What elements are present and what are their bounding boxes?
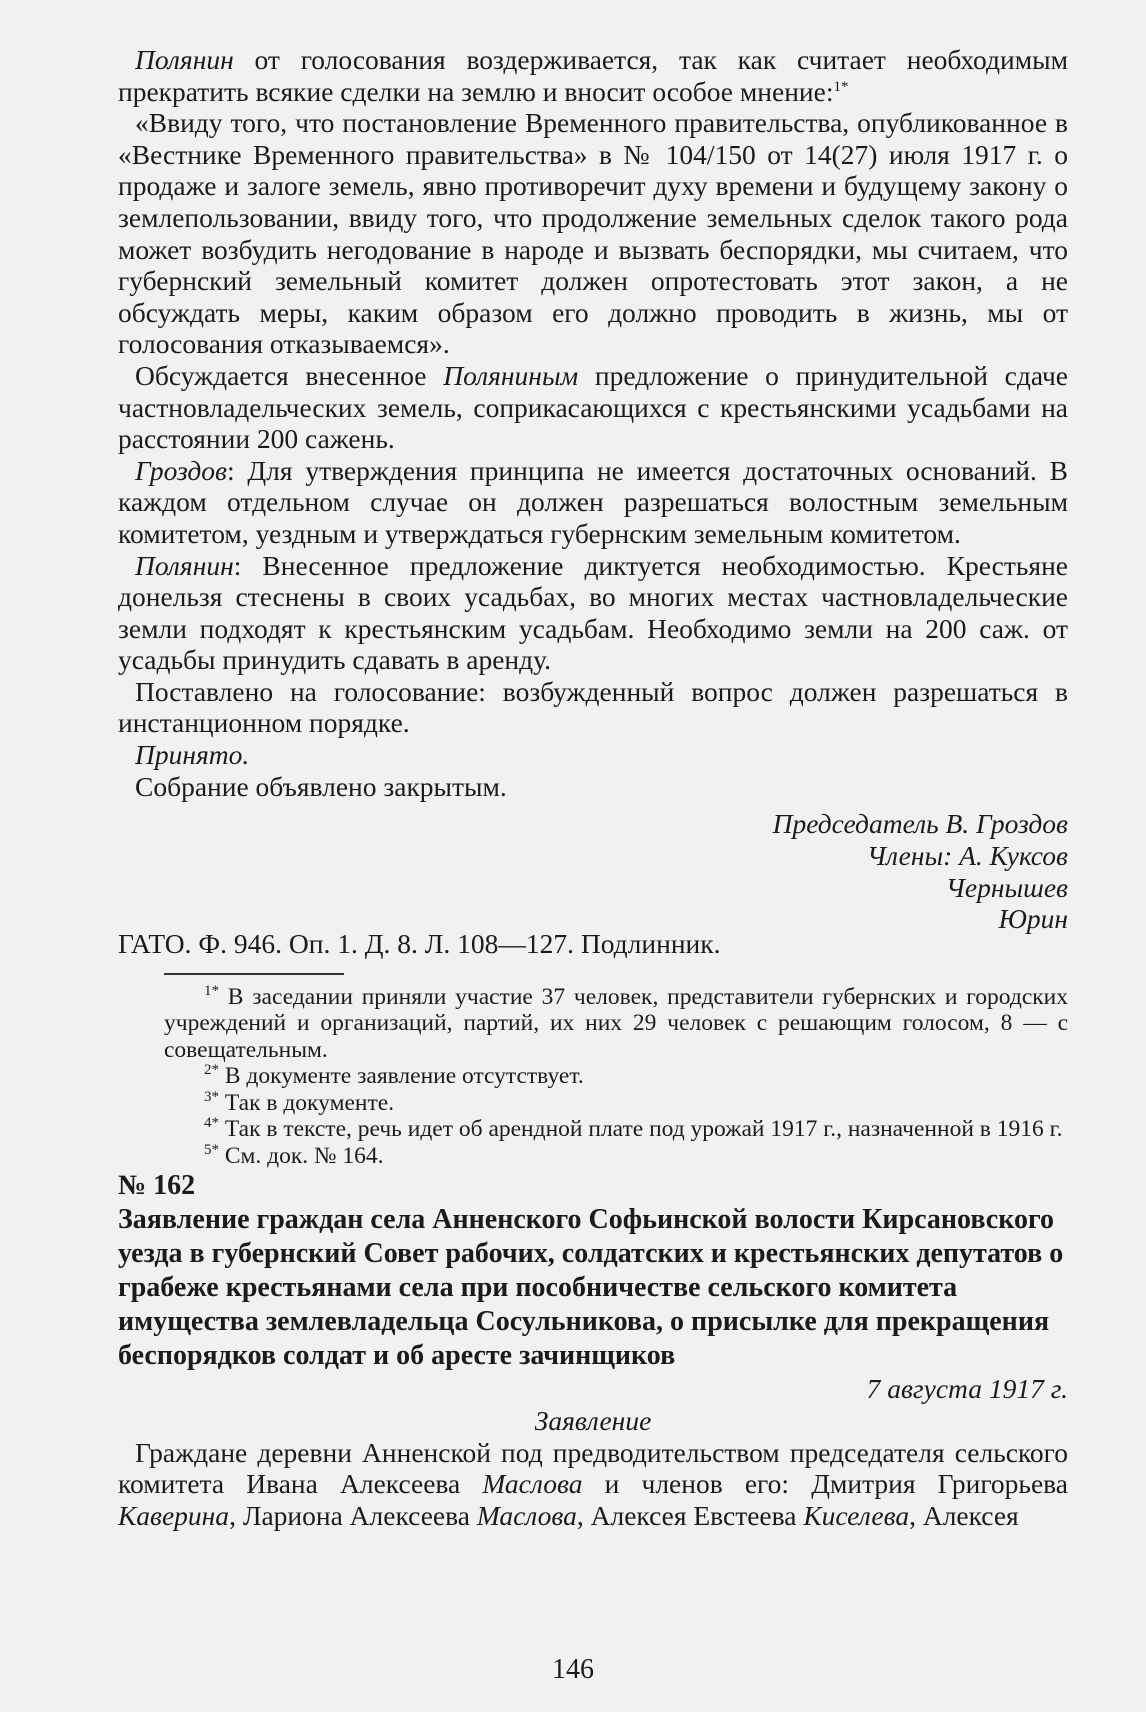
paragraph-polyanin: Полянин: Внесенное предложение диктуется необходимостью. Крестьяне донельзя стеснены в своих усадьбах, во многих местах частновладельческие земли подходят к крестьянским усадьбам. Необходимо земли на 200 саж. от усадьбы принудить сдавать в аренду. (118, 549, 1068, 676)
footnote-divider (164, 973, 344, 975)
main-text (118, 44, 1068, 1531)
speaker-name: Полянин (135, 44, 234, 75)
paragraph-special-opinion: «Ввиду того, что постановление Временного правительства, опубликованное в «Вестнике Временного правительства» в № 104/150 от 14(27) июля 1917 г. о продаже и залоге земель, явно противоречит духу времени и будущему закону о землепользовании, ввиду того, что продолжение земельных сделок такого рода может возбудить негодование в народе и вызвать беспорядки, мы считаем, что губернский земельный комитет должен опротестовать этот закон, а не обсуждать меры, каким образом его должно проводить в жизнь, мы от голосования отказываемся». (118, 107, 1068, 360)
paragraph-accepted: Принято. (135, 739, 250, 771)
footnote: $^{1*}$ В заседании приняли участие 37 человек, представители губернских и городских учреждений и организаций, партий, их них 29 человек с решающим голосом, 8 — с совещательным. (164, 983, 1068, 1063)
document-number: № 162 (118, 1170, 196, 1202)
paragraph-text: от голосования воздерживается, так как считает необходимым прекратить всякие сделки на землю и вносит особое мнение: (118, 44, 1068, 107)
paragraph-discussion: Обсуждается внесенное Поляниным предложение о принудительной сдаче частновладельческих земель, соприкасающихся с крестьянскими усадьбами на расстоянии 200 сажень. (118, 359, 1068, 455)
person-name: Маслова (482, 1468, 583, 1500)
footnote-mark: 1* (833, 78, 849, 95)
document-title: Заявление граждан села Анненского Софьинской волости Кирсановского уезда в губернский Совет рабочих, солдатских и крестьянских депутатов о грабеже крестьянами села при пособничестве сельского комитета имущества землевладельца Сосульникова, о присылке для прекращения беспорядков солдат и об аресте зачинщиков (118, 1204, 1064, 1372)
paragraph-closed: Собрание объявлено закрытым. (135, 770, 507, 802)
archive-reference: ГАТО. Ф. 946. Оп. 1. Д. 8. Л. 108—127. Подлинник. (118, 928, 721, 960)
signature-member-2: Чернышев (945, 872, 1068, 904)
person-name: Поляниным (443, 359, 579, 391)
person-name: Киселева (803, 1499, 910, 1531)
person-name: Каверина (118, 1499, 230, 1531)
person-name: Маслова (476, 1499, 577, 1531)
paragraph-vote: Поставлено на голосование: возбужденный вопрос должен разрешаться в инстанционном порядке. (118, 675, 1068, 739)
footnotes (118, 984, 1068, 1170)
footnote: $^{4*}$ Так в тексте, речь идет об арендной плате под урожай 1917 г., назначенной в 1916 г. (204, 1115, 1063, 1143)
footnote: $^{2*}$ В документе заявление отсутствует. (204, 1062, 584, 1090)
speaker-name: Гроздов (135, 454, 227, 486)
signature-block (118, 802, 1068, 935)
paragraph-grozdov: Гроздов: Для утверждения принципа не имеется достаточных оснований. В каждом отдельном случае он должен разрешаться волостным земельным комитетом, уездным и утверждаться губернским земельным комитетом. (118, 454, 1068, 549)
signature-chair: Председатель В. Гроздов (772, 808, 1068, 840)
footnote: $^{5*}$ См. док. № 164. (204, 1142, 384, 1169)
signature-members: Члены: А. Куксов (867, 840, 1068, 872)
document-date: 7 августа 1917 г. (866, 1373, 1068, 1405)
footnote: $^{3*}$ Так в документе. (204, 1089, 395, 1116)
speaker-name: Полянин (135, 549, 234, 581)
paragraph-polyanin-abstains (118, 44, 1068, 107)
statement-body: Граждане деревни Анненской под предводительством председателя сельского комитета Ивана Алексеева Маслова и членов его: Дмитрия Григорьева Каверина, Лариона Алексеева Маслова, Алексея Евстеева Киселева, Алексея (118, 1436, 1068, 1531)
signature-member-3: Юрин (998, 903, 1068, 935)
statement-heading: Заявление (534, 1404, 652, 1436)
page-number: 146 (552, 1654, 594, 1685)
